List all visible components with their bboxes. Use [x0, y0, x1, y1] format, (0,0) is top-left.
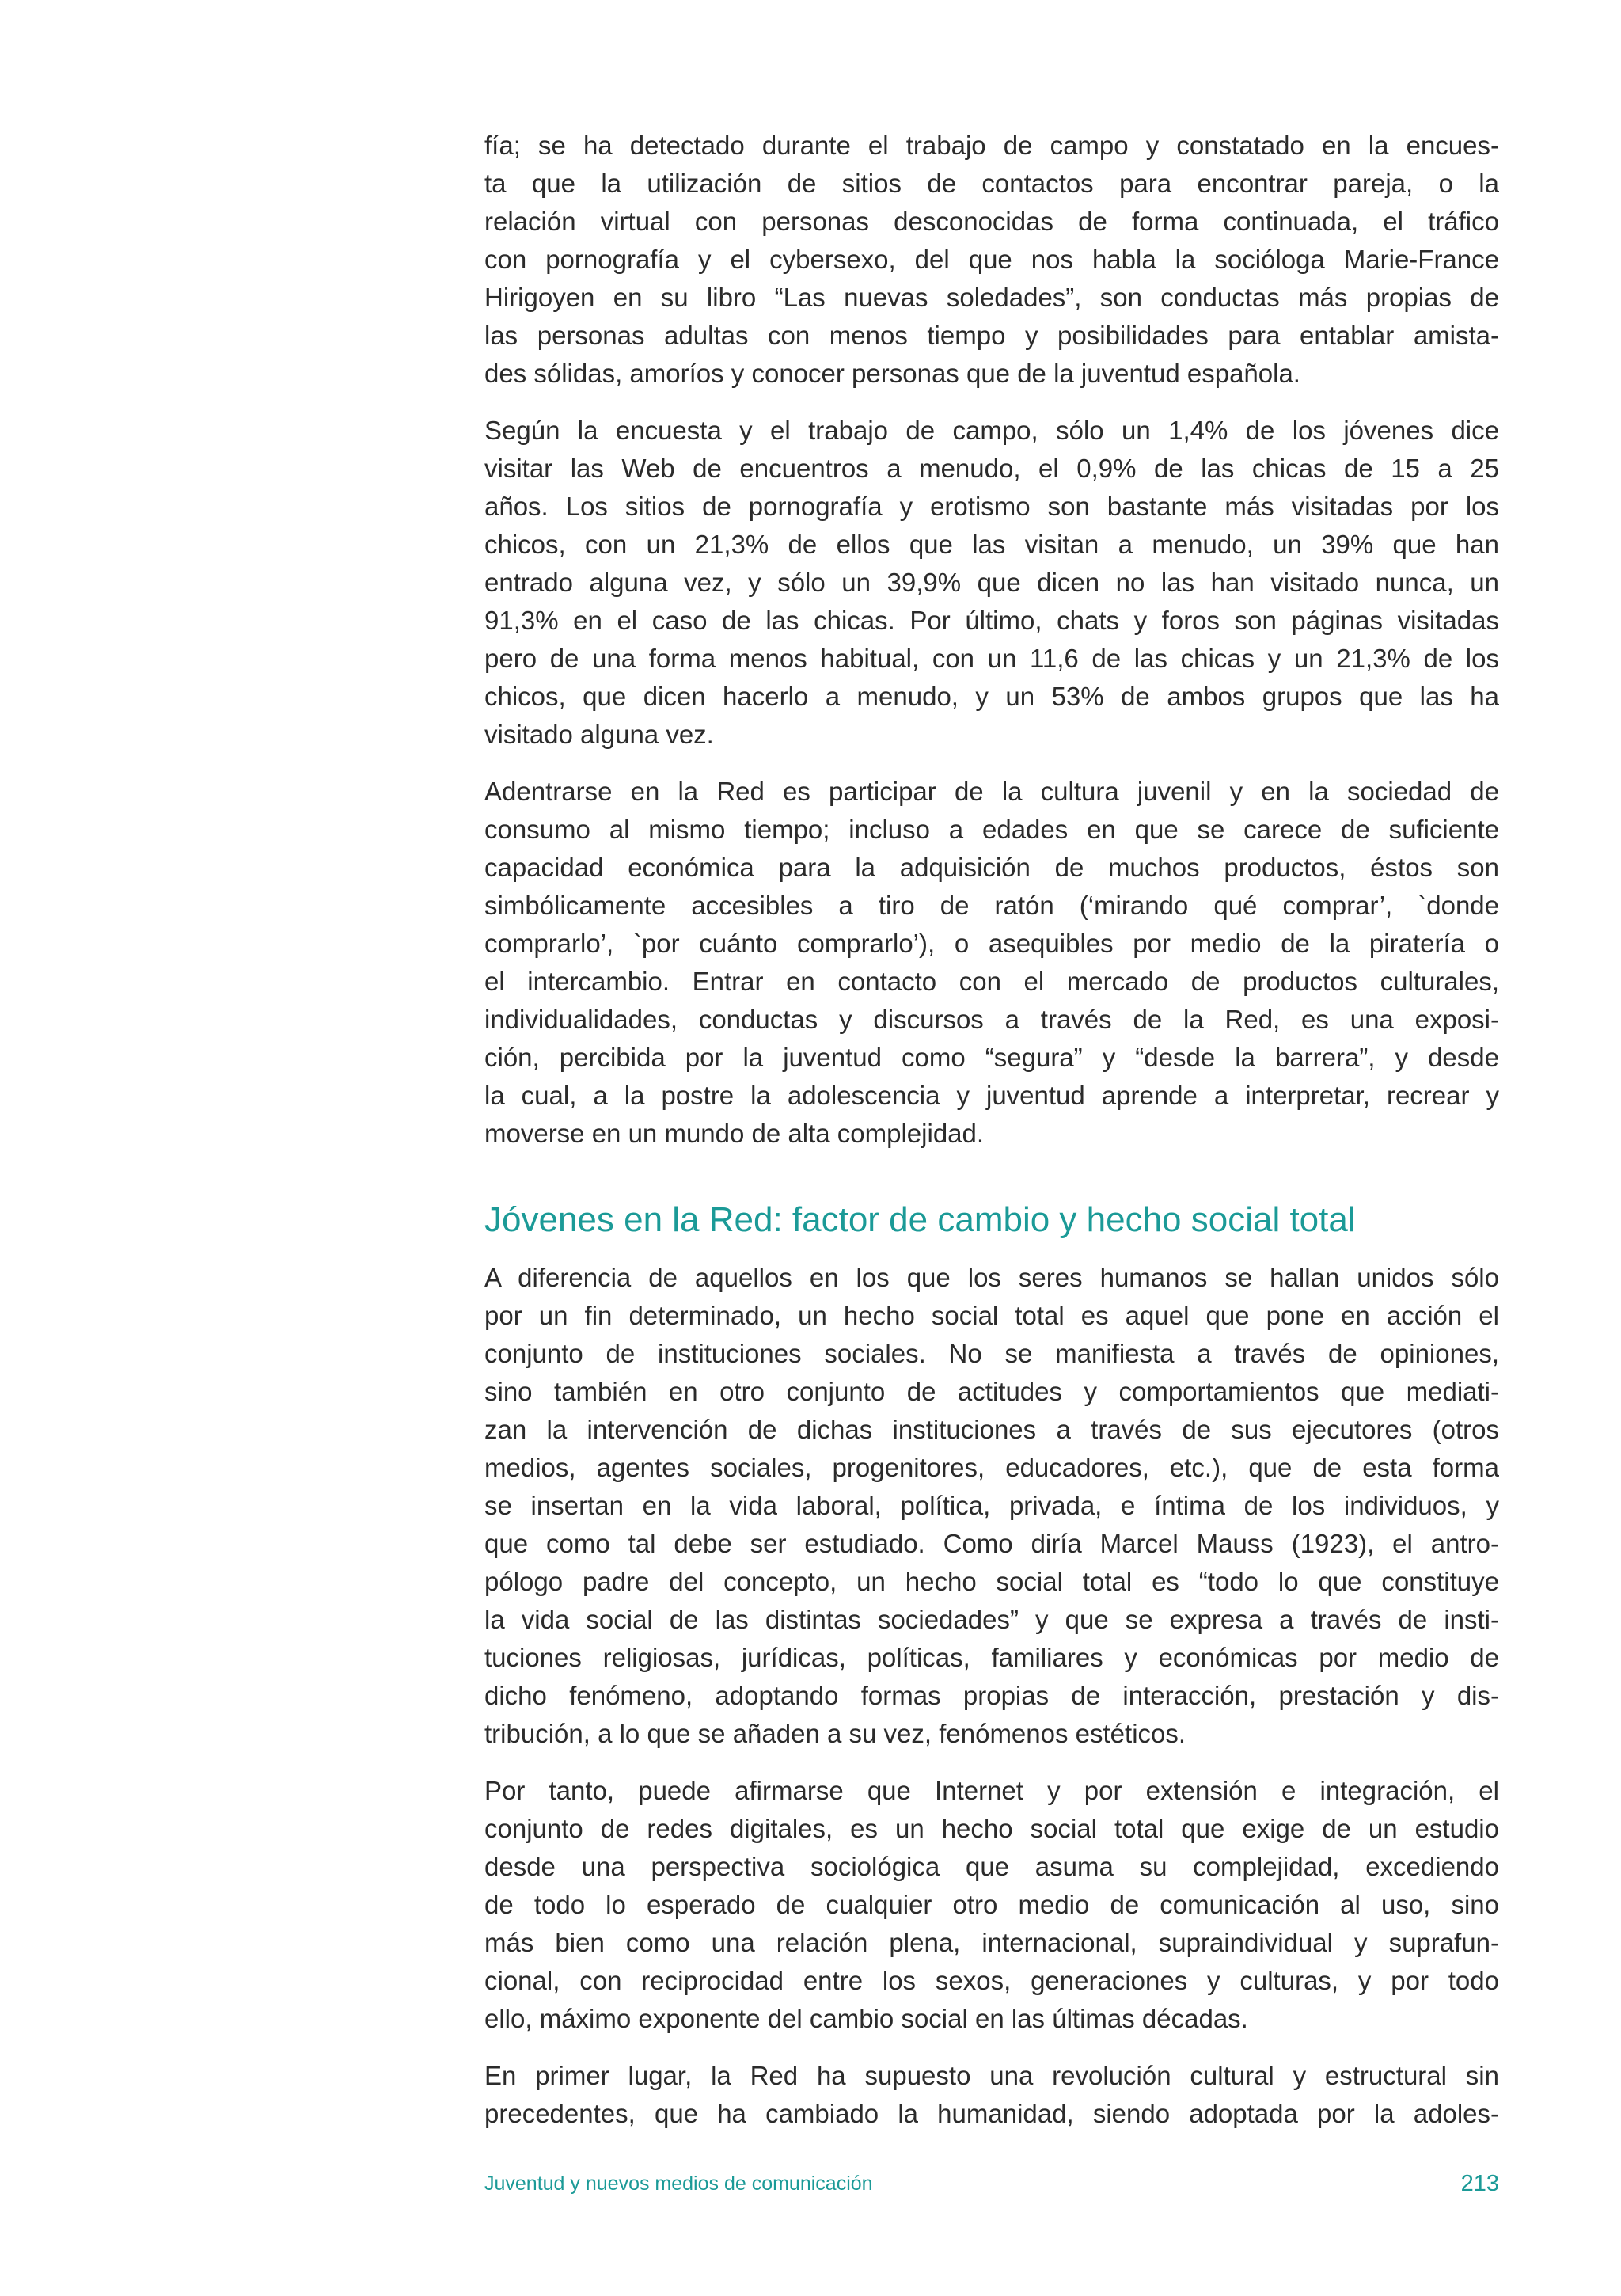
text-line: A diferencia de aquellos en los que los seres humanos se hallan unidos sólo: [484, 1263, 1499, 1292]
text-line: ta que la utilización de sitios de contactos para encontrar pareja, o la: [484, 169, 1499, 198]
section-heading: Jóvenes en la Red: factor de cambio y hecho social total: [484, 1200, 1356, 1239]
text-line: Por tanto, puede afirmarse que Internet y por extensión e integración, el: [484, 1776, 1499, 1805]
text-line: cional, con reciprocidad entre los sexos, generaciones y culturas, y por todo: [484, 1966, 1499, 1995]
text-line: comprarlo’, `por cuánto comprarlo’), o asequibles por medio de la piratería o: [484, 929, 1499, 958]
text-line: las personas adultas con menos tiempo y posibilidades para entablar amista-: [484, 321, 1499, 350]
text-line: simbólicamente accesibles a tiro de ratón (‘mirando qué comprar’, `donde: [484, 891, 1499, 920]
text-line: 91,3% en el caso de las chicas. Por último, chats y foros son páginas visitadas: [484, 606, 1499, 635]
paragraph-5: [484, 1772, 1499, 2038]
text-line: años. Los sitios de pornografía y erotismo son bastante más visitadas por los: [484, 492, 1499, 521]
text-line: En primer lugar, la Red ha supuesto una revolución cultural y estructural sin: [484, 2061, 1499, 2090]
paragraph-4: [484, 1259, 1499, 1753]
paragraph-2: [484, 412, 1499, 754]
text-line: Hirigoyen en su libro “Las nuevas soledades”, son conductas más propias de: [484, 283, 1499, 312]
text-line: precedentes, que ha cambiado la humanidad, siendo adoptada por la adoles-: [484, 2099, 1499, 2128]
text-line: con pornografía y el cybersexo, del que nos habla la socióloga Marie-France: [484, 245, 1499, 274]
text-line: sino también en otro conjunto de actitudes y comportamientos que mediati-: [484, 1377, 1499, 1406]
text-line: conjunto de instituciones sociales. No se manifiesta a través de opiniones,: [484, 1339, 1499, 1368]
text-line: tribución, a lo que se añaden a su vez, fenómenos estéticos.: [484, 1719, 1186, 1748]
paragraph-3: [484, 773, 1499, 1153]
text-line: tuciones religiosas, jurídicas, políticas, familiares y económicas por medio de: [484, 1643, 1499, 1672]
text-line: dicho fenómeno, adoptando formas propias de interacción, prestación y dis-: [484, 1681, 1499, 1710]
text-line: pólogo padre del concepto, un hecho social total es “todo lo que constituye: [484, 1567, 1499, 1596]
paragraph-6: [484, 2057, 1499, 2133]
page-footer: [484, 2168, 1499, 2199]
text-line: por un fin determinado, un hecho social total es aquel que pone en acción el: [484, 1301, 1499, 1330]
text-line: medios, agentes sociales, progenitores, educadores, etc.), que de esta forma: [484, 1453, 1499, 1482]
text-line: relación virtual con personas desconocidas de forma continuada, el tráfico: [484, 207, 1499, 236]
paragraph-1: [484, 127, 1499, 393]
text-line: fía; se ha detectado durante el trabajo de campo y constatado en la encues-: [484, 131, 1499, 160]
page-number: 213: [1460, 2171, 1499, 2196]
text-line: el intercambio. Entrar en contacto con el mercado de productos culturales,: [484, 967, 1499, 996]
text-line: moverse en un mundo de alta complejidad.: [484, 1119, 985, 1148]
text-line: más bien como una relación plena, internacional, supraindividual y suprafun-: [484, 1928, 1499, 1957]
text-line: entrado alguna vez, y sólo un 39,9% que dicen no las han visitado nunca, un: [484, 568, 1499, 597]
text-line: conjunto de redes digitales, es un hecho social total que exige de un estudio: [484, 1814, 1499, 1843]
text-line: Adentrarse en la Red es participar de la cultura juvenil y en la sociedad de: [484, 777, 1499, 806]
text-line: capacidad económica para la adquisición de muchos productos, éstos son: [484, 853, 1499, 882]
text-line: consumo al mismo tiempo; incluso a edades en que se carece de suficiente: [484, 815, 1499, 844]
text-line: visitar las Web de encuentros a menudo, el 0,9% de las chicas de 15 a 25: [484, 454, 1499, 483]
text-line: ción, percibida por la juventud como “segura” y “desde la barrera”, y desde: [484, 1043, 1499, 1072]
text-line: que como tal debe ser estudiado. Como diría Marcel Mauss (1923), el antro-: [484, 1529, 1499, 1558]
text-line: des sólidas, amoríos y conocer personas que de la juventud española.: [484, 359, 1300, 388]
text-line: ello, máximo exponente del cambio social en las últimas décadas.: [484, 2004, 1248, 2033]
text-line: se insertan en la vida laboral, política, privada, e íntima de los individuos, y: [484, 1491, 1499, 1520]
footer-title: Juventud y nuevos medios de comunicación: [484, 2172, 873, 2195]
text-line: visitado alguna vez.: [484, 720, 714, 749]
text-line: chicos, con un 21,3% de ellos que las visitan a menudo, un 39% que han: [484, 530, 1499, 559]
text-line: chicos, que dicen hacerlo a menudo, y un 53% de ambos grupos que las ha: [484, 682, 1499, 711]
text-line: Según la encuesta y el trabajo de campo, sólo un 1,4% de los jóvenes dice: [484, 416, 1499, 445]
text-line: la vida social de las distintas sociedades” y que se expresa a través de insti-: [484, 1605, 1499, 1634]
text-line: zan la intervención de dichas instituciones a través de sus ejecutores (otros: [484, 1415, 1499, 1444]
text-line: desde una perspectiva sociológica que asuma su complejidad, excediendo: [484, 1852, 1499, 1881]
text-column: [484, 127, 1499, 2152]
text-line: pero de una forma menos habitual, con un 11,6 de las chicas y un 21,3% de los: [484, 644, 1499, 673]
text-line: la cual, a la postre la adolescencia y juventud aprende a interpretar, recrear y: [484, 1081, 1499, 1110]
text-line: de todo lo esperado de cualquier otro medio de comunicación al uso, sino: [484, 1890, 1499, 1919]
text-line: individualidades, conductas y discursos a través de la Red, es una exposi-: [484, 1005, 1499, 1034]
